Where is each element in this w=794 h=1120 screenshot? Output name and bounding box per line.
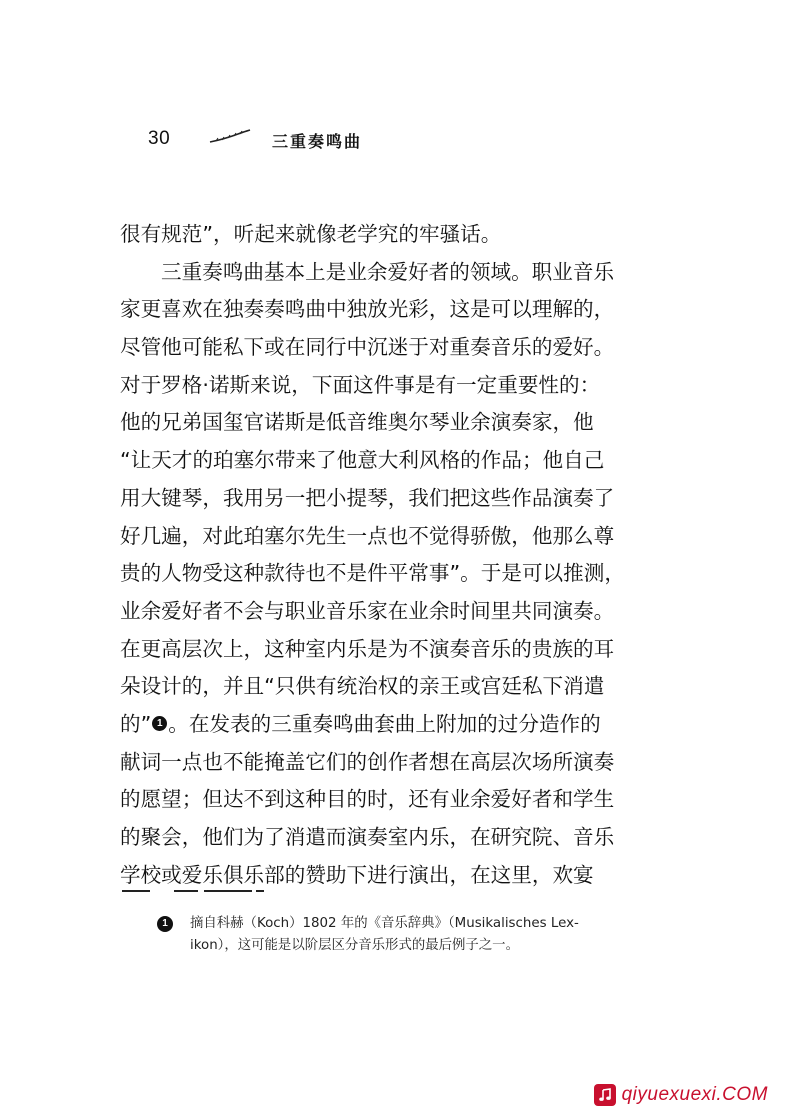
footnote-line: ikon），这可能是以阶层区分音乐形式的最后例子之一。 xyxy=(190,938,519,953)
text-line: 贵的人物受这种款待也不是件平常事”。于是可以推测， xyxy=(120,561,625,586)
footnote-line: 摘自科赫（Koch）1802 年的《音乐辞典》（Musikalisches Lex- xyxy=(190,916,579,931)
text-line: 学校或爱乐俱乐部的赞助下进行演出，在这里，欢宴 xyxy=(120,862,594,887)
text-line: 在更高层次上，这种室内乐是为不演奏音乐的贵族的耳 xyxy=(120,636,615,661)
footnote-reference[interactable]: 1 xyxy=(152,716,167,731)
text-line: 的愿望；但达不到这种目的时，还有业余爱好者和学生 xyxy=(120,787,615,812)
main-text xyxy=(120,216,688,894)
footnote-divider xyxy=(122,890,264,892)
text-line: 的聚会，他们为了消遣而演奏室内乐，在研究院、音乐 xyxy=(120,825,615,849)
text-line: 三重奏鸣曲基本上是业余爱好者的领域。职业音乐 xyxy=(161,259,615,284)
watermark xyxy=(594,1084,768,1106)
text-line: 对于罗格·诺斯来说，下面这件事是有一定重要性的： xyxy=(120,372,601,397)
running-title: 三重奏鸣曲 xyxy=(272,132,363,151)
text-line: 尽管他可能私下或在同行中沉迷于对重奏音乐的爱好。 xyxy=(120,335,615,360)
page-number: 30 xyxy=(148,128,171,149)
music-note-icon xyxy=(594,1084,616,1106)
text-segment: 。在发表的三重奏鸣曲套曲上附加的过分造作的 xyxy=(168,711,601,736)
footnote xyxy=(157,913,689,957)
flourish-ornament-icon xyxy=(208,128,252,148)
text-line: 好几遍，对此珀塞尔先生一点也不觉得骄傲，他那么尊 xyxy=(120,523,615,548)
text-segment: 的” xyxy=(120,711,152,736)
text-line: 用大键琴，我用另一把小提琴，我们把这些作品演奏了 xyxy=(120,485,615,510)
text-line-with-footnote-ref xyxy=(120,706,688,744)
text-line: 业余爱好者不会与职业音乐家在业余时间里共同演奏。 xyxy=(120,598,615,623)
text-line: 他的兄弟国玺官诺斯是低音维奥尔琴业余演奏家，他 xyxy=(120,410,594,435)
watermark-text: qiyuexuexi.COM xyxy=(621,1084,768,1105)
footnote-marker: 1 xyxy=(157,916,173,932)
text-line: “让天才的珀塞尔带来了他意大利风格的作品；他自己 xyxy=(120,448,605,473)
text-line: 家更喜欢在独奏奏鸣曲中独放光彩，这是可以理解的， xyxy=(120,297,615,322)
text-line: 很有规范”，听起来就像老学究的牢骚话。 xyxy=(120,222,502,246)
text-line: 献词一点也不能掩盖它们的创作者想在高层次场所演奏 xyxy=(120,749,615,774)
text-line: 朵设计的，并且“只供有统治权的亲王或宫廷私下消遣 xyxy=(120,674,605,699)
